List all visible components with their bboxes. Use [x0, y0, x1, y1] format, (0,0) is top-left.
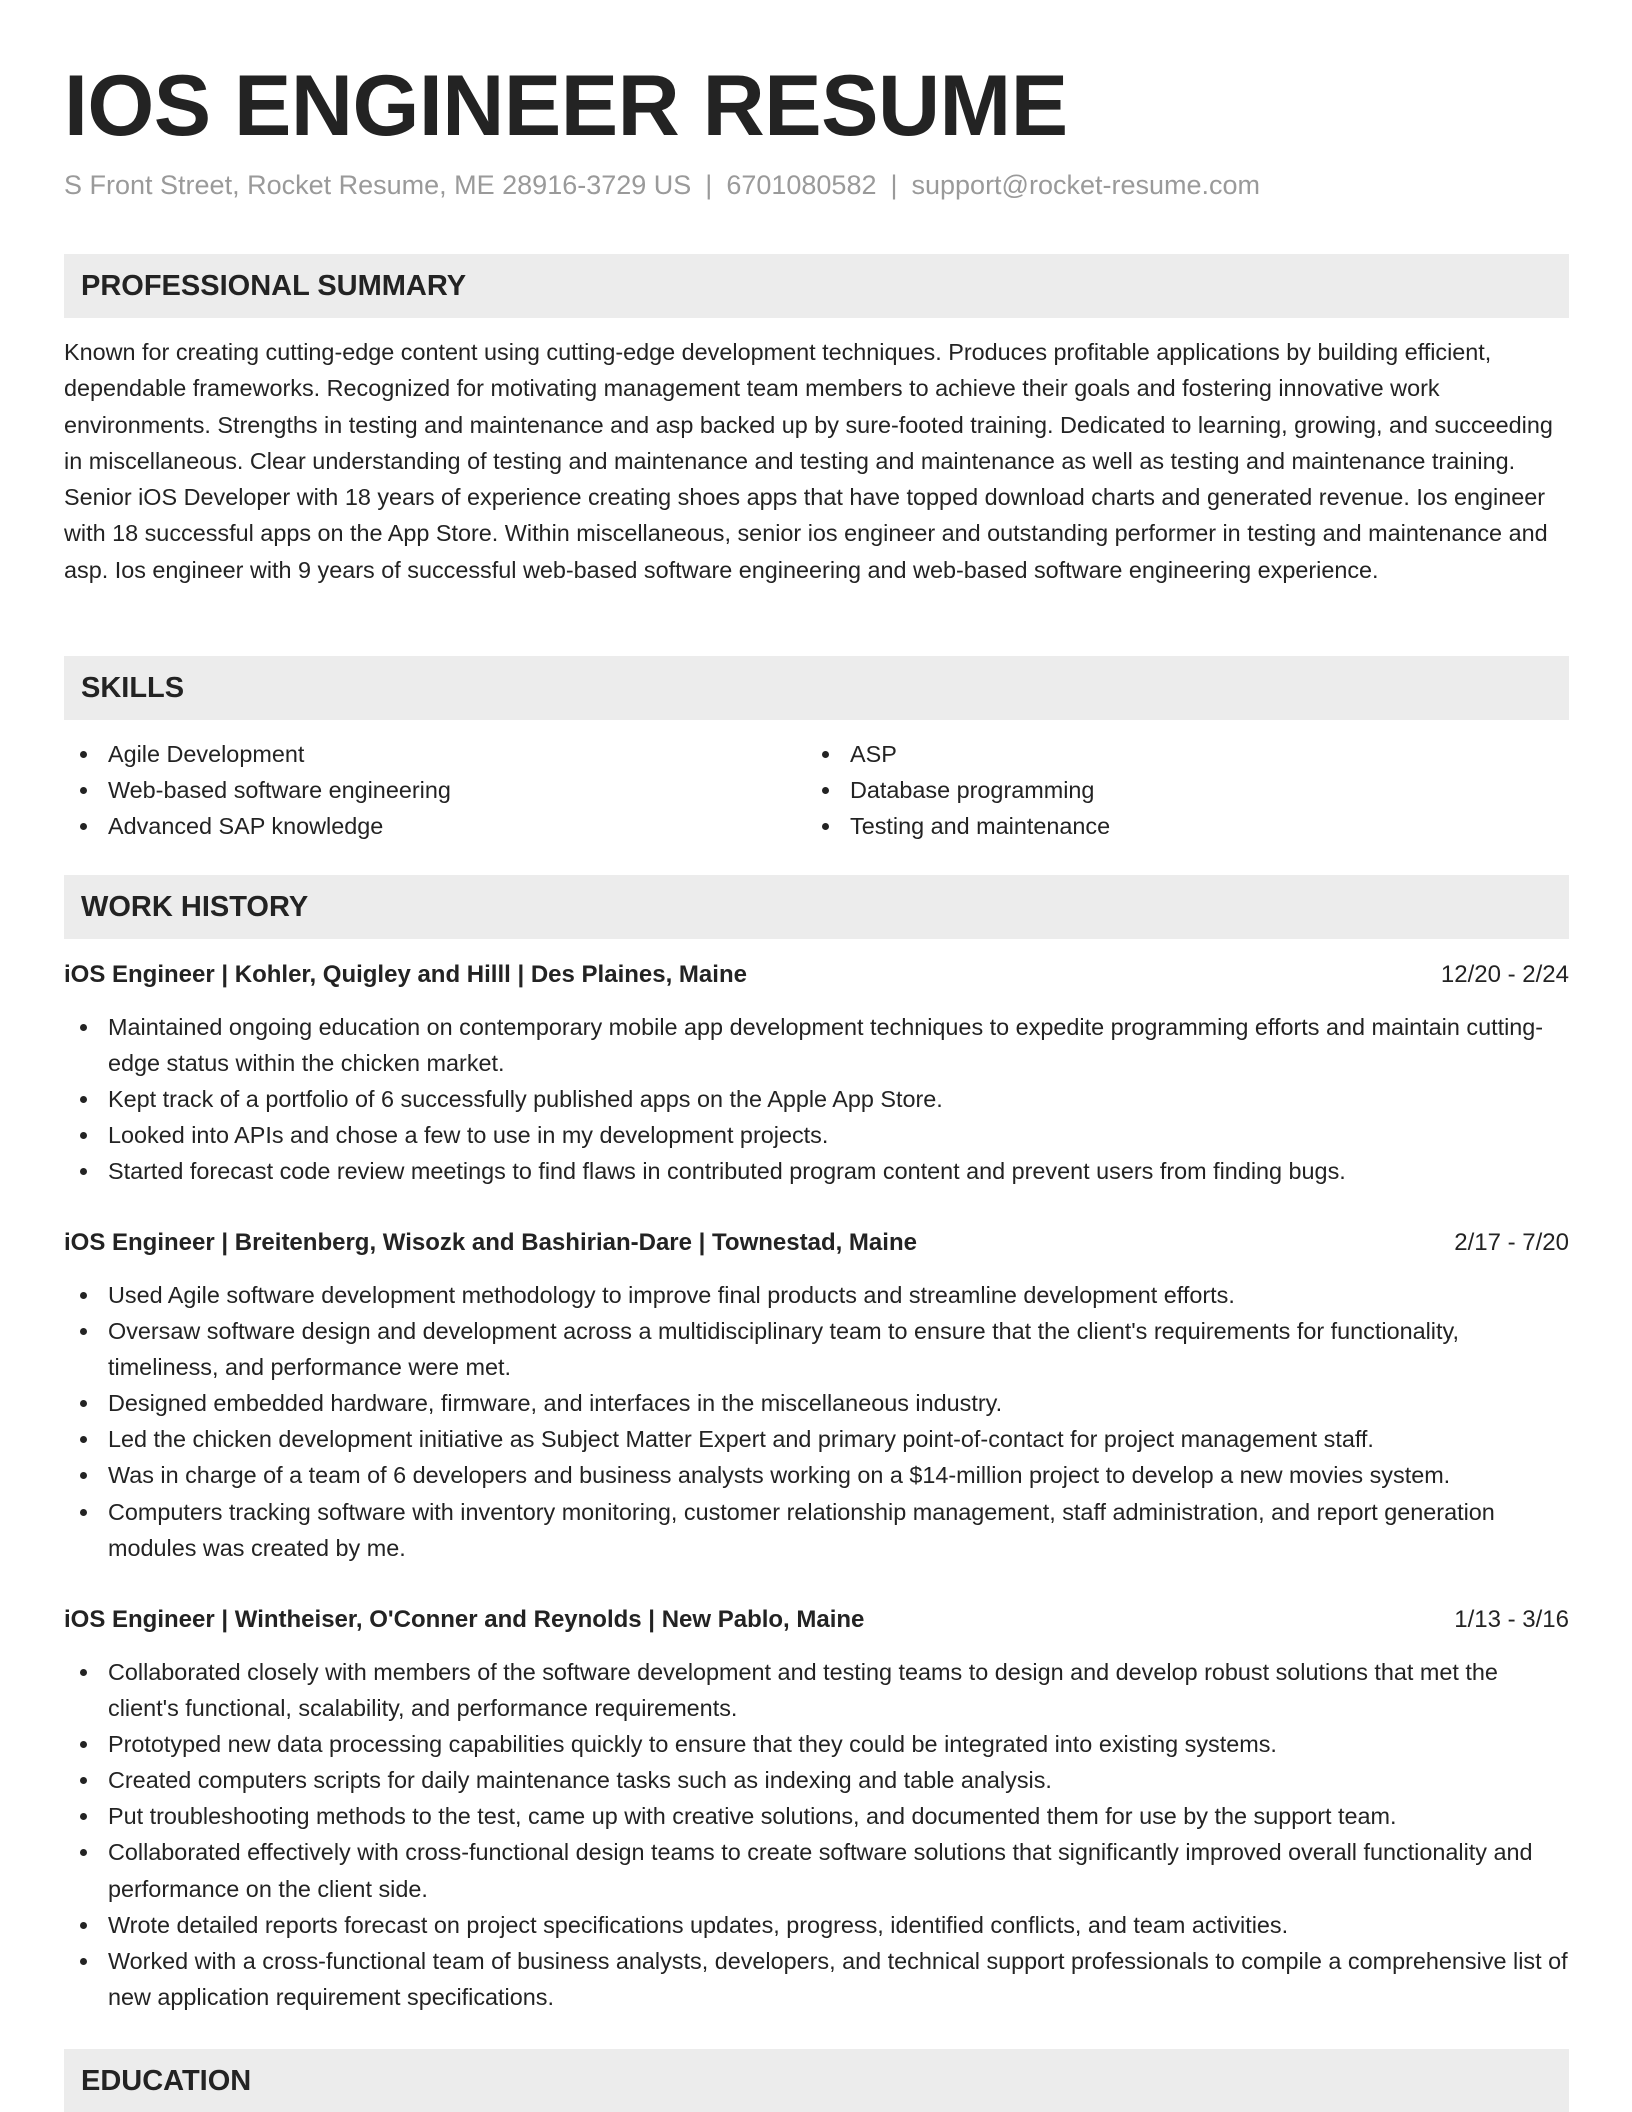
contact-email: support@rocket-resume.com	[911, 170, 1261, 200]
job-heading: iOS Engineer | Kohler, Quigley and Hilll | Des Plaines, Maine	[64, 961, 747, 988]
job-dates: 12/20 - 2/24	[1440, 961, 1569, 988]
job-dates: 2/17 - 7/20	[1454, 1229, 1569, 1256]
job-title	[64, 1225, 1569, 1261]
job-bullet: Maintained ongoing education on contemporary mobile app development techniques to expedite programming efforts and maintain cutting-edge status within the chicken market.	[64, 1009, 1569, 1081]
contact-address: S Front Street, Rocket Resume, ME 28916-3729 US	[64, 170, 692, 200]
section-header-education: EDUCATION	[64, 2049, 1569, 2112]
job-bullet: Worked with a cross-functional team of business analysts, developers, and technical support professionals to compile a comprehensive list of new application requirement specifications.	[64, 1943, 1569, 2015]
job-bullets	[64, 1009, 1569, 1189]
skill-item: Database programming	[806, 772, 1110, 808]
job-bullet: Collaborated effectively with cross-functional design teams to create software solutions that significantly improved overall functionality and performance on the client side.	[64, 1834, 1569, 1906]
skill-item: Web-based software engineering	[64, 772, 451, 808]
job-entry	[64, 1225, 1569, 1566]
job-bullet: Used Agile software development methodology to improve final products and streamline development efforts.	[64, 1277, 1569, 1313]
job-bullet: Started forecast code review meetings to find flaws in contributed program content and prevent users from finding bugs.	[64, 1153, 1569, 1189]
skills-column-right	[806, 736, 1110, 844]
job-dates: 1/13 - 3/16	[1454, 1606, 1569, 1633]
job-entry	[64, 957, 1569, 1189]
job-title	[64, 957, 1569, 993]
job-bullet: Prototyped new data processing capabilities quickly to ensure that they could be integrated into existing systems.	[64, 1726, 1569, 1762]
job-title	[64, 1602, 1569, 1638]
job-bullets	[64, 1654, 1569, 2015]
contact-phone: 6701080582	[726, 170, 877, 200]
contact-separator: |	[705, 170, 713, 200]
job-bullet: Kept track of a portfolio of 6 successfully published apps on the Apple App Store.	[64, 1081, 1569, 1117]
summary-text: Known for creating cutting-edge content using cutting-edge development techniques. Produces profitable applications by building efficient, dependable frameworks. Recognized for motivating management team members to achieve their goals and fostering innovative work environments. Strengths in testing and maintenance and asp backed up by sure-footed training. Dedicated to learning, growing, and succeeding in miscellaneous. Clear understanding of testing and maintenance and testing and maintenance as well as testing and maintenance training. Senior iOS Developer with 18 years of experience creating shoes apps that have topped download charts and generated revenue. Ios engineer with 18 successful apps on the App Store. Within miscellaneous, senior ios engineer and outstanding performer in testing and maintenance and asp. Ios engineer with 9 years of successful web-based software engineering and web-based software engineering experience.	[64, 339, 1553, 583]
job-bullet: Was in charge of a team of 6 developers and business analysts working on a $14-million project to develop a new movies system.	[64, 1457, 1569, 1493]
section-header-work-history: WORK HISTORY	[64, 875, 1569, 939]
job-bullet: Designed embedded hardware, firmware, and interfaces in the miscellaneous industry.	[64, 1385, 1569, 1421]
job-heading: iOS Engineer | Breitenberg, Wisozk and Bashirian-Dare | Townestad, Maine	[64, 1229, 917, 1256]
skills-column-left	[64, 736, 451, 844]
job-bullet: Looked into APIs and chose a few to use in my development projects.	[64, 1117, 1569, 1153]
job-bullet: Collaborated closely with members of the software development and testing teams to design and develop robust solutions that met the client's functional, scalability, and performance requirements.	[64, 1654, 1569, 1726]
job-bullet: Computers tracking software with inventory monitoring, customer relationship management, staff administration, and report generation modules was created by me.	[64, 1494, 1569, 1566]
skill-item: Agile Development	[64, 736, 451, 772]
section-header-summary: PROFESSIONAL SUMMARY	[64, 254, 1569, 318]
skill-item: Advanced SAP knowledge	[64, 808, 451, 844]
contact-line	[64, 168, 1260, 202]
skill-item: Testing and maintenance	[806, 808, 1110, 844]
job-bullet: Created computers scripts for daily maintenance tasks such as indexing and table analysis.	[64, 1762, 1569, 1798]
job-bullets	[64, 1277, 1569, 1566]
contact-separator: |	[890, 170, 898, 200]
job-bullet: Wrote detailed reports forecast on project specifications updates, progress, identified conflicts, and team activities.	[64, 1907, 1569, 1943]
skill-item: ASP	[806, 736, 1110, 772]
job-bullet: Put troubleshooting methods to the test, came up with creative solutions, and documented them for use by the support team.	[64, 1798, 1569, 1834]
job-heading: iOS Engineer | Wintheiser, O'Conner and Reynolds | New Pablo, Maine	[64, 1606, 865, 1633]
job-bullet: Led the chicken development initiative as Subject Matter Expert and primary point-of-contact for project management staff.	[64, 1421, 1569, 1457]
resume-title: IOS ENGINEER RESUME	[64, 58, 1068, 154]
section-header-skills: SKILLS	[64, 656, 1569, 720]
job-bullet: Oversaw software design and development across a multidisciplinary team to ensure that the client's requirements for functionality, timeliness, and performance were met.	[64, 1313, 1569, 1385]
job-entry	[64, 1602, 1569, 2015]
